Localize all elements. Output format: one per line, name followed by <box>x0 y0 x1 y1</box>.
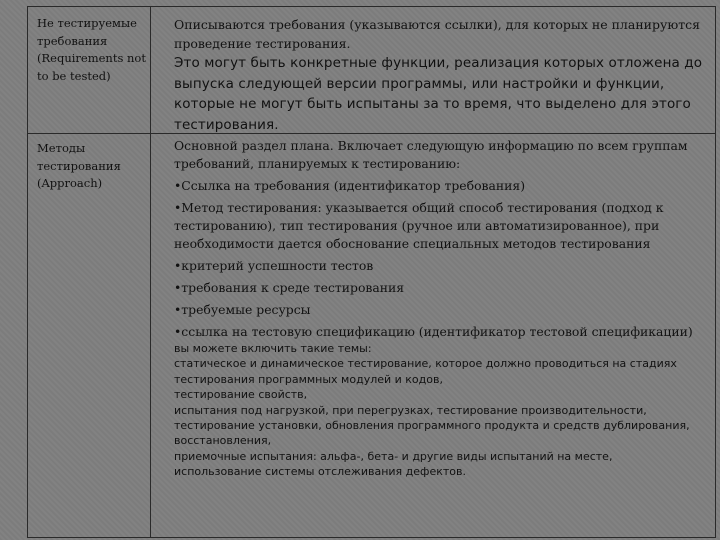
bullet-item: •Ссылка на требования (идентификатор требования) <box>174 178 526 193</box>
row1-label: Не тестируемые требования (Requirements not to be tested) <box>37 16 146 83</box>
bullet-item: •ссылка на тестовую спецификацию (идентификатор тестовой спецификации) <box>174 324 693 339</box>
bullet-item: •Метод тестирования: указывается общий способ тестирования (подход к тестированию), тип тестирования (ручное или автоматизированное), при необходимости дается обоснование специальных методов тестирования <box>174 200 664 251</box>
note-line: использование системы отслеживания дефектов. <box>174 465 466 479</box>
note-line: испытания под нагрузкой, при перегрузках, тестирование производительности, <box>174 403 647 417</box>
row2-content <box>174 137 712 480</box>
bullet-item: •требуемые ресурсы <box>174 302 311 317</box>
bullet-item: •требования к среде тестирования <box>174 280 405 295</box>
column-divider <box>150 7 151 537</box>
note-line: тестирование свойств, <box>174 388 308 402</box>
row1-description-serif: Описываются требования (указываются ссылки), для которых не планируются проведение тестирования. <box>174 17 701 51</box>
note-line: тестирование установки, обновления программного продукта и средств дублирования, восстановления, <box>174 419 690 448</box>
bullet-item: •критерий успешности тестов <box>174 258 374 273</box>
requirements-table <box>27 6 716 538</box>
note-line: приемочные испытания: альфа-, бета- и другие виды испытаний на месте, <box>174 449 613 463</box>
row2-label: Методы тестирования (Approach) <box>37 141 121 190</box>
note-line: статическое и динамическое тестирование, которое должно проводиться на стадиях тестирования программных модулей и кодов, <box>174 357 677 386</box>
row1-description-sans: Это могут быть конкретные функции, реализация которых отложена до выпуска следующей версии программы, или настройки и функции, которые не могут быть испытаны за то время, что выделено для этого тестирования. <box>174 55 703 133</box>
row2-intro: Основной раздел плана. Включает следующую информацию по всем группам требований, планируемых к тестированию: <box>174 138 688 171</box>
note-line: вы можете включить такие темы: <box>174 342 372 355</box>
